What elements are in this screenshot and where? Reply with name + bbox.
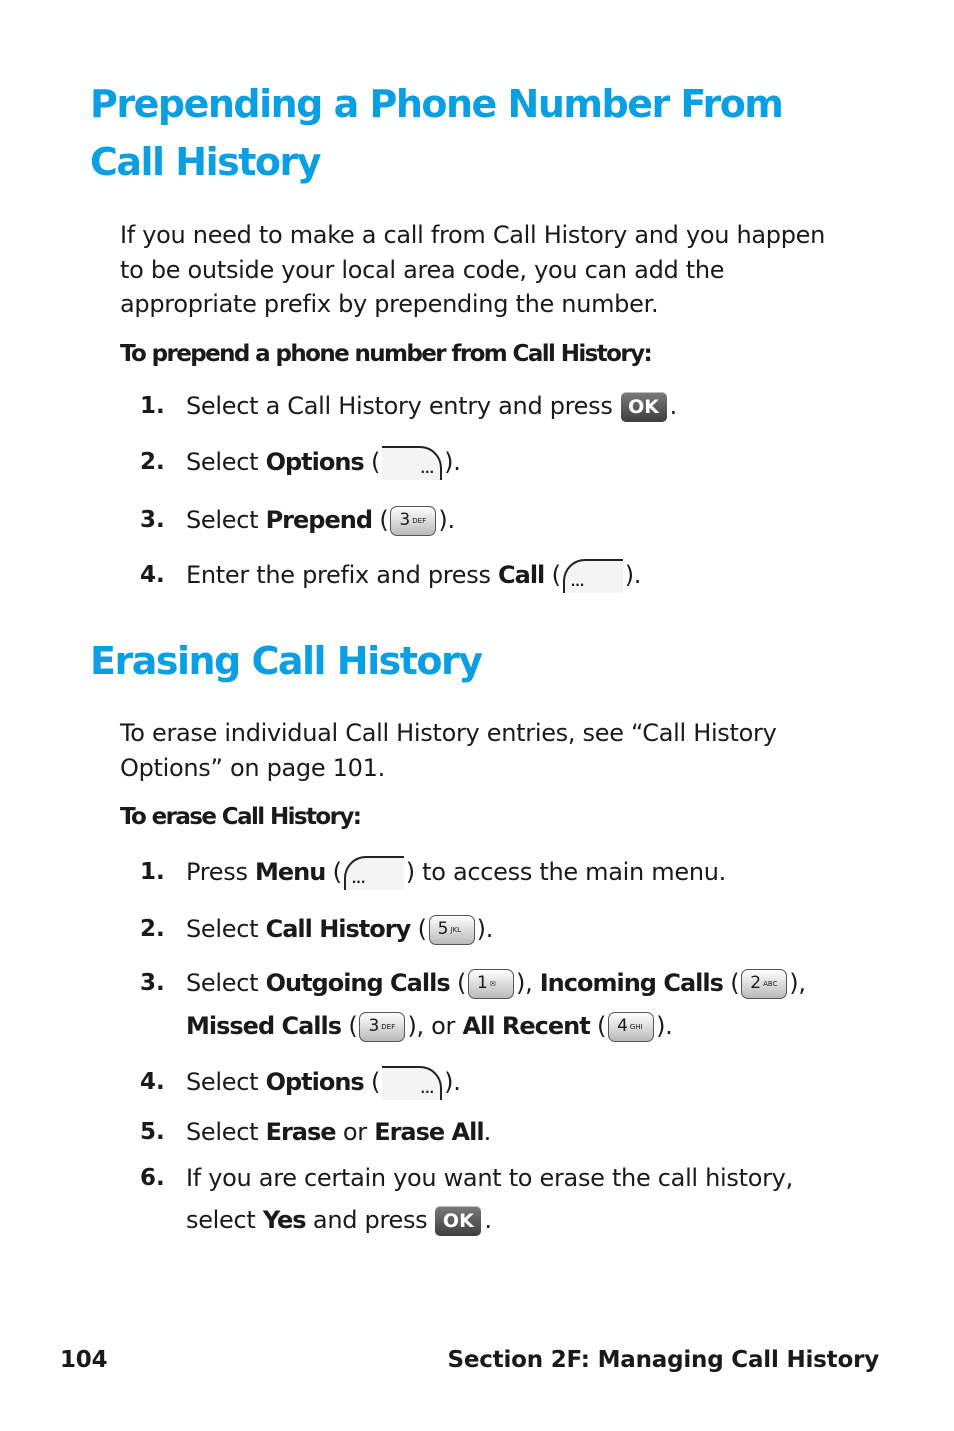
step-erase-4 [0, 1062, 954, 1102]
step-text: If you are certain you want to erase the call history, [186, 1164, 793, 1192]
ok-key-icon: OK [621, 392, 667, 422]
step-erase-6 [0, 1158, 954, 1198]
step-prepend-2 [0, 442, 954, 482]
step-number: 2. [140, 449, 165, 475]
section-label: Section 2F: Managing Call History [447, 1347, 879, 1373]
step-number: 5. [140, 1119, 165, 1145]
step-erase-3-cont [0, 1006, 954, 1046]
step-number: 4. [140, 562, 165, 588]
section-title-erasing: Erasing Call History [90, 639, 482, 683]
ok-key-icon: OK [435, 1206, 481, 1236]
step-number: 6. [140, 1165, 165, 1191]
section-title-prepending [90, 75, 782, 191]
step-prepend-1 [0, 386, 954, 426]
intro-line: If you need to make a call from Call History and you happen [120, 221, 826, 249]
intro-line: To erase individual Call History entries, see “Call History [120, 719, 777, 747]
step-text: Select Options ( ··· ). [186, 448, 461, 479]
step-erase-2 [0, 909, 954, 949]
step-number: 1. [140, 859, 165, 885]
step-text: Select Options ( ··· ). [186, 1068, 461, 1099]
intro-paragraph-erase [120, 716, 860, 785]
key-3-icon: 3 DEF [390, 506, 436, 536]
step-text: Press Menu ( ··· ) to access the main menu. [186, 858, 726, 889]
step-number: 2. [140, 916, 165, 942]
key-1-icon: 1 ✉ [468, 969, 514, 999]
step-erase-6-cont [0, 1200, 954, 1240]
step-erase-1 [0, 852, 954, 892]
right-softkey-icon: ··· [382, 1066, 442, 1100]
intro-line: Options” on page 101. [120, 753, 385, 782]
title-line-2: Call History [90, 140, 321, 184]
step-number: 1. [140, 393, 165, 419]
left-softkey-icon: ··· [344, 856, 404, 890]
page-number: 104 [60, 1347, 108, 1373]
step-text: Select Outgoing Calls ( 1 ✉ ), Incoming Calls ( 2 ABC ), [186, 969, 806, 997]
step-number: 3. [140, 970, 165, 996]
step-number: 4. [140, 1069, 165, 1095]
title-line-1: Prepending a Phone Number From [90, 82, 783, 126]
right-softkey-icon: ··· [382, 446, 442, 480]
step-number: 3. [140, 507, 165, 533]
step-text: Enter the prefix and press Call ( ··· ). [186, 561, 642, 592]
intro-line: to be outside your local area code, you can add the [120, 255, 725, 284]
key-4-icon: 4 GHI [608, 1012, 654, 1042]
step-text: Select Prepend ( 3 DEF ). [186, 506, 455, 534]
intro-line: appropriate prefix by prepending the number. [120, 290, 659, 318]
subheading-erase: To erase Call History: [120, 804, 361, 830]
step-erase-5 [0, 1112, 954, 1152]
step-text: Missed Calls ( 3 DEF ), or All Recent ( 4 GHI ). [186, 1012, 673, 1040]
step-text: Select Erase or Erase All. [186, 1118, 491, 1146]
step-prepend-3 [0, 500, 954, 540]
intro-paragraph-prepend [120, 218, 860, 322]
step-text: Select Call History ( 5 JKL ). [186, 915, 494, 943]
step-erase-3 [0, 963, 954, 1003]
step-prepend-4 [0, 555, 954, 595]
step-text: select Yes and press OK . [186, 1206, 492, 1234]
key-3-icon: 3 DEF [359, 1012, 405, 1042]
left-softkey-icon: ··· [563, 559, 623, 593]
key-5-icon: 5 JKL [429, 915, 475, 945]
step-text: Select a Call History entry and press OK . [186, 392, 677, 420]
subheading-prepend: To prepend a phone number from Call History: [120, 341, 652, 367]
key-2-icon: 2 ABC [741, 969, 787, 999]
